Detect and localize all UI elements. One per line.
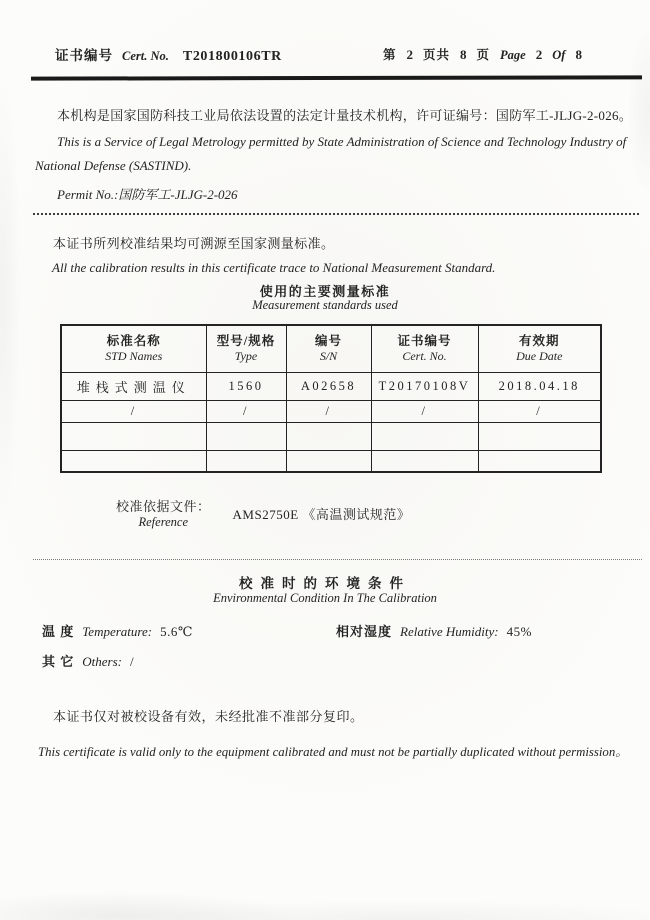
others-label-en: Others: (82, 654, 122, 669)
standards-table-title-zh: 使用的主要测量标准 (259, 284, 391, 299)
temperature-label-zh: 温 度 (42, 624, 75, 639)
col-std-names (61, 325, 206, 372)
others-line (42, 651, 134, 670)
cell-due-date: 2018.04.18 (478, 372, 601, 400)
traceability-statement-zh: 本证书所列校准结果均可溯源至国家测量标准。 (53, 236, 335, 251)
cell-sn (286, 450, 371, 472)
standards-table-title-en: Measurement standards used (252, 298, 398, 312)
humidity-line (336, 621, 532, 640)
dotted-divider-middle (33, 559, 642, 560)
cell-due-date (478, 422, 601, 450)
cell-type: / (206, 400, 286, 422)
traceability-statement-en: All the calibration results in this certificate trace to National Measurement Standard. (52, 260, 496, 275)
page-suffix-zh: 页 (476, 48, 491, 62)
humidity-label-en: Relative Humidity: (400, 624, 499, 639)
dotted-divider-top (33, 213, 639, 215)
cell-std-name: 堆栈式测温仪 (61, 372, 206, 400)
col-cert-no-en: Cert. No. (402, 349, 447, 364)
cell-type: 1560 (206, 372, 286, 400)
cell-sn: / (286, 400, 371, 422)
table-row (61, 400, 601, 422)
others-label-zh: 其 它 (42, 654, 75, 669)
temperature-line (42, 621, 193, 640)
col-due-date-en: Due Date (516, 349, 563, 364)
environment-title-en: Environmental Condition In The Calibration (213, 591, 437, 605)
permit-number-line: Permit No.:国防军工-JLJG-2-026 (57, 187, 238, 202)
cell-sn (286, 422, 371, 450)
page-current-zh: 2 (406, 47, 414, 62)
environment-title-zh: 校准时的环境条件 (239, 576, 411, 591)
col-sn-en: S/N (319, 349, 338, 364)
col-std-names-en: STD Names (105, 349, 163, 364)
cell-std-name (61, 422, 206, 450)
page-of-en: Of (552, 48, 566, 62)
validity-statement-en: This certificate is valid only to the equipment calibrated and must not be partially duplicated without permission。 (38, 745, 629, 759)
col-type-en: Type (234, 349, 258, 364)
humidity-label-zh: 相对湿度 (336, 624, 393, 639)
cell-due-date (478, 450, 601, 472)
temperature-value: 5.6℃ (160, 624, 193, 639)
cell-cert-no: / (371, 400, 478, 422)
standards-table-header-row (61, 325, 601, 372)
cell-type (206, 422, 286, 450)
permit-statement-en-line1: This is a Service of Legal Metrology permitted by State Administration of Science and Technology Industry of (57, 134, 627, 149)
col-cert-no-zh: 证书编号 (397, 333, 452, 348)
cell-cert-no: T20170108V (371, 372, 478, 400)
table-row (61, 450, 601, 472)
col-type (206, 325, 286, 372)
table-row (61, 422, 601, 450)
cell-cert-no (371, 422, 478, 450)
reference-label-en: Reference (138, 515, 188, 529)
page-indicator (383, 45, 582, 63)
col-due-date-zh: 有效期 (518, 333, 560, 348)
page-total-en: 8 (575, 47, 582, 62)
page-current-en: 2 (535, 47, 543, 62)
cell-sn: A02658 (286, 372, 371, 400)
cell-std-name (61, 450, 206, 472)
reference-value: AMS2750E 《高温测试规范》 (232, 506, 411, 522)
page-word-en: Page (500, 48, 526, 62)
header-cert-line (55, 44, 282, 65)
page-prefix-zh: 第 (383, 48, 397, 62)
cert-number-label-zh: 证书编号 (55, 48, 113, 63)
standards-table (60, 324, 602, 473)
permit-statement-zh: 本机构是国家国防科技工业局依法设置的法定计量技术机构，许可证编号：国防军工-JLJG-2-026。 (57, 108, 633, 123)
page-total-zh: 8 (460, 47, 467, 62)
col-sn-zh: 编号 (314, 333, 342, 348)
col-cert-no (371, 325, 478, 372)
col-due-date (478, 325, 601, 372)
cell-due-date: / (478, 400, 601, 422)
humidity-value: 45% (506, 624, 532, 639)
validity-statement-zh: 本证书仅对被校设备有效，未经批准不准部分复印。 (53, 709, 364, 724)
col-std-names-zh: 标准名称 (106, 333, 161, 348)
page-mid-zh: 页共 (423, 48, 451, 62)
reference-label (116, 496, 211, 530)
col-type-zh: 型号/规格 (216, 333, 276, 348)
cell-cert-no (371, 450, 478, 472)
reference-block (116, 496, 410, 530)
cell-std-name: / (61, 400, 206, 422)
table-row (61, 372, 601, 400)
cell-type (206, 450, 286, 472)
col-sn (286, 325, 371, 372)
others-value: / (129, 654, 135, 669)
reference-label-zh: 校准依据文件： (116, 499, 211, 514)
temperature-label-en: Temperature: (82, 624, 153, 639)
standards-table-wrap (60, 324, 602, 473)
permit-statement-en-line2: National Defense (SASTIND). (35, 158, 192, 173)
header-rule (31, 75, 642, 80)
cert-number-label-en: Cert. No. (122, 49, 169, 63)
cert-number-value: T201800106TR (182, 49, 282, 64)
